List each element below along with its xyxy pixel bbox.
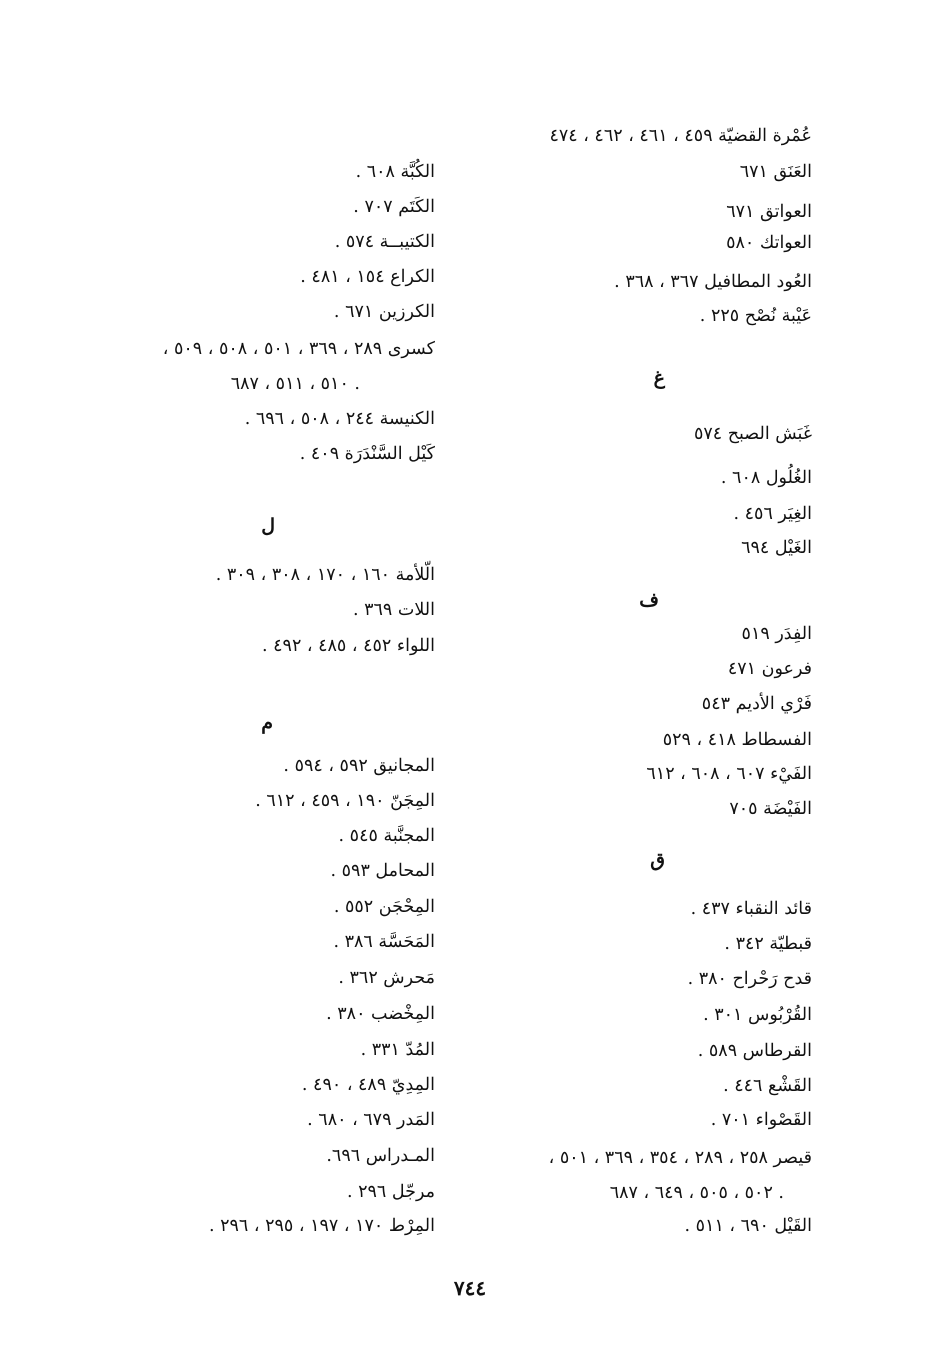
index-entry: المَدر ٦٧٩ ، ٦٨٠ .	[307, 1110, 435, 1130]
index-entry: الغُلُول ٦٠٨ .	[720, 468, 812, 488]
index-entry: الكرزين ٦٧١ .	[333, 302, 435, 322]
index-entry: قيصر ٢٥٨ ، ٢٨٩ ، ٣٥٤ ، ٣٦٩ ، ٥٠١ ،	[548, 1148, 812, 1168]
section-letter-ghayn: غ	[653, 367, 665, 389]
index-entry: القَيْل ٦٩٠ ، ٥١١ .	[684, 1216, 812, 1236]
index-entry: القُرْبُوس ٣٠١ .	[703, 1005, 812, 1025]
section-letter-lam: ل	[261, 515, 275, 537]
index-entry: القَصْواء ٧٠١ .	[710, 1110, 812, 1130]
index-entry: كسرى ٢٨٩ ، ٣٦٩ ، ٥٠١ ، ٥٠٨ ، ٥٠٩ ،	[162, 339, 435, 359]
index-entry: قائد النقباء ٤٣٧ .	[690, 899, 812, 919]
section-letter-qaf: ق	[650, 849, 665, 871]
index-entry: الكتيبــة ٥٧٤ .	[334, 232, 435, 252]
index-entry: قدح رَحْراح ٣٨٠ .	[687, 969, 812, 989]
index-entry: العُود المطافيل ٣٦٧ ، ٣٦٨ .	[614, 272, 812, 292]
index-entry: الكنيسة ٢٤٤ ، ٥٠٨ ، ٦٩٦ .	[244, 409, 435, 429]
index-entry: الغِيَر ٤٥٦ .	[733, 504, 812, 524]
index-entry: المُدّ ٣٣١ .	[360, 1040, 435, 1060]
index-entry: عُمْرة القضيّة ٤٥٩ ، ٤٦١ ، ٤٦٢ ، ٤٧٤	[549, 126, 812, 146]
index-entry: المِخْضب ٣٨٠ .	[326, 1004, 435, 1024]
index-entry: القَشْع ٤٤٦ .	[723, 1076, 812, 1096]
index-entry: الكُبَّة ٦٠٨ .	[355, 162, 435, 182]
index-entry: مرجّل ٢٩٦ .	[346, 1182, 435, 1202]
index-entry: العَنَق ٦٧١	[739, 162, 812, 182]
index-entry: العواتق ٦٧١	[726, 202, 812, 222]
index-entry: قبطيّة ٣٤٢ .	[724, 934, 812, 954]
index-entry: المِجَنّ ١٩٠ ، ٤٥٩ ، ٦١٢ .	[255, 791, 435, 811]
index-entry: المجنَّبة ٥٤٥ .	[338, 826, 435, 846]
index-entry: الكراع ١٥٤ ، ٤٨١ .	[300, 267, 435, 287]
page-number: ٧٤٤	[453, 1276, 487, 1300]
section-letter-fa: ف	[639, 589, 659, 611]
index-entry: الفِدَر ٥١٩	[741, 624, 812, 644]
index-entry: المِدِيّ ٤٨٩ ، ٤٩٠ .	[301, 1075, 435, 1095]
index-entry: الكَتَم ٧٠٧ .	[353, 197, 435, 217]
index-entry: مَحرش ٣٦٢ .	[338, 968, 435, 988]
index-entry: المجانيق ٥٩٢ ، ٥٩٤ .	[283, 756, 435, 776]
index-entry: كَيْل السَّنْدَرَة ٤٠٩ .	[299, 444, 435, 464]
index-entry: عَيْبة نُصْح ٢٢٥ .	[699, 306, 812, 326]
index-entry-continuation: ٥٠٢ ، ٥٠٥ ، ٦٤٩ ، ٦٨٧ .	[609, 1183, 784, 1203]
index-entry: الفَيْء ٦٠٧ ، ٦٠٨ ، ٦١٢	[646, 764, 812, 784]
section-letter-mim: م	[261, 712, 273, 734]
index-entry: المِرْط ١٧٠ ، ١٩٧ ، ٢٩٥ ، ٢٩٦ .	[208, 1216, 435, 1236]
index-entry: الغَيْل ٦٩٤	[741, 538, 812, 558]
index-entry: القرطاس ٥٨٩ .	[697, 1041, 812, 1061]
index-entry: الّلأمة ١٦٠ ، ١٧٠ ، ٣٠٨ ، ٣٠٩ .	[215, 565, 435, 585]
index-entry: فَرْي الأديم ٥٤٣	[701, 694, 812, 714]
index-entry: العواتك ٥٨٠	[726, 233, 812, 253]
index-entry: المَحَسَّة ٣٨٦ .	[333, 932, 435, 952]
index-entry: اللواء ٤٥٢ ، ٤٨٥ ، ٤٩٢ .	[262, 636, 435, 656]
index-entry: الفسطاط ٤١٨ ، ٥٢٩	[662, 730, 812, 750]
index-entry: المِحْجَن ٥٥٢ .	[333, 897, 435, 917]
index-entry-continuation: ٥١٠ ، ٥١١ ، ٦٨٧ .	[230, 374, 360, 394]
index-entry: اللات ٣٦٩ .	[352, 600, 435, 620]
index-entry: المـدراس ٦٩٦.	[326, 1146, 435, 1166]
index-entry: غَبَش الصبح ٥٧٤	[693, 424, 812, 444]
index-entry: فرعون ٤٧١	[727, 659, 812, 679]
index-entry: الفَيْضَة ٧٠٥	[729, 799, 812, 819]
index-entry: المحامل ٥٩٣ .	[330, 861, 435, 881]
